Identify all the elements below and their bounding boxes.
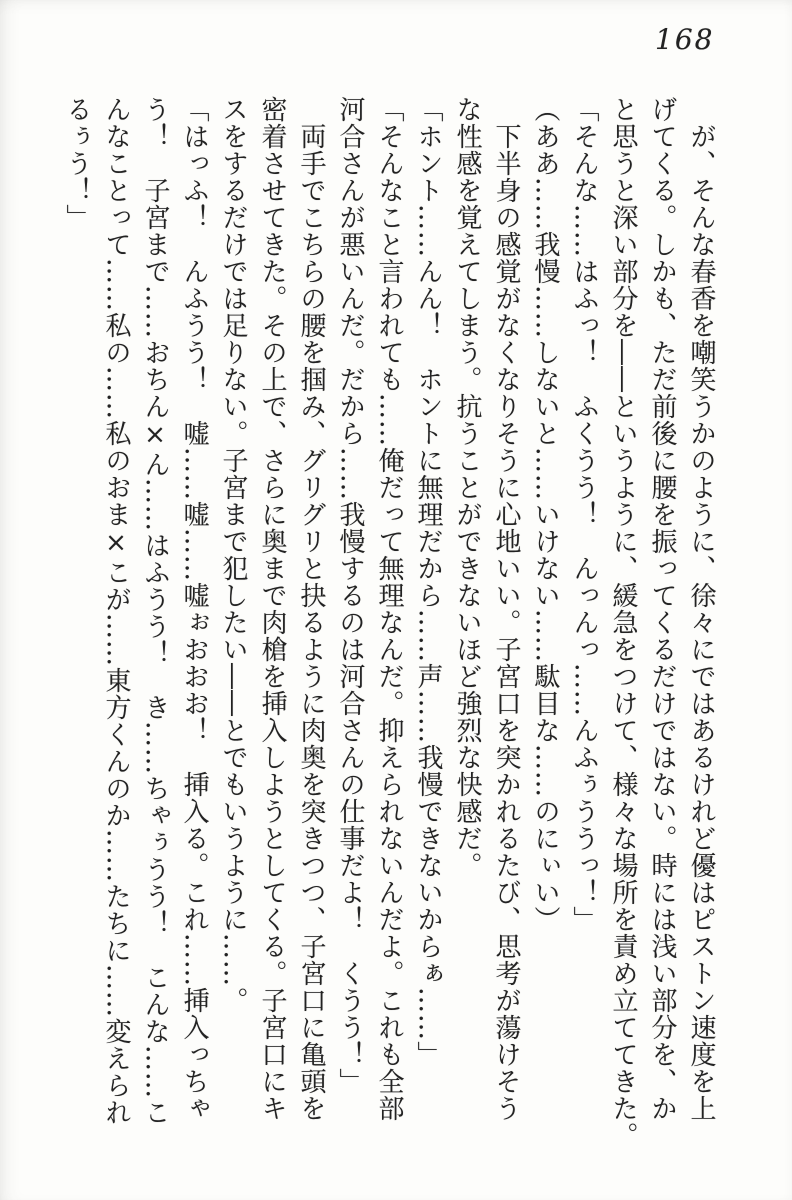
text-line: が、そんな春香を嘲笑うかのように、徐々にではあるけれど優はピストン速度を上 (686, 96, 716, 1122)
page-text-block (57, 96, 720, 1149)
page-number: 168 (655, 23, 715, 56)
text-line: 「はっふ！ んふうう！ 嘘……嘘……嘘ぉおおお！ 挿入る。これ……挿入っちゃ (179, 96, 209, 1122)
text-line: げてくる。しかも、ただ前後に腰を振ってくるだけではない。時には浅い部分を、か (647, 96, 677, 1122)
text-line: んなことって……私の……私のおま×こが……東方くんのか……たちに……変えられ (101, 96, 131, 1126)
text-line: 両手でこちらの腰を掴み、グリグリと抉るように肉奥を突きつつ、子宮口に亀頭を (296, 96, 326, 1122)
text-line: 「ホント……んん！ ホントに無理だから……声……我慢できないからぁ……」 (413, 96, 443, 1068)
text-line: と思うと深い部分を――というように、緩急をつけて、様々な場所を責め立ててきた。 (608, 96, 638, 1149)
text-line: るぅう！」 (62, 96, 92, 231)
text-line: スをするだけでは足りない。子宮まで犯したい――とでもいうように……。 (218, 96, 248, 1014)
text-line: 密着させてきた。その上で、さらに奥まで肉槍を挿入しようとしてくる。子宮口にキ (257, 96, 287, 1122)
text-line: 河合さんが悪いんだ。だから……我慢するのは河合さんの仕事だよ！ くうう！」 (335, 96, 365, 1095)
text-line: う！ 子宮まで……おちん×ん……はふうう！ き……ちゃぅうう！ こんな……こ (140, 96, 170, 1126)
text-line: な性感を覚えてしまう。抗うことができないほど強烈な快感だ。 (452, 96, 482, 879)
text-line: 「そんな……はふっ！ ふくうう！ んっんっ……んふぅううっ！」 (569, 96, 599, 933)
text-line: （ああ……我慢……しないと……いけない……駄目な……のにぃい） (530, 96, 560, 933)
text-line: 「そんなこと言われても……俺だって無理なんだ。抑えられないんだよ。これも全部 (374, 96, 404, 1122)
text-line: 下半身の感覚がなくなりそうに心地いい。子宮口を突かれるたび、思考が蕩けそう (491, 96, 521, 1122)
